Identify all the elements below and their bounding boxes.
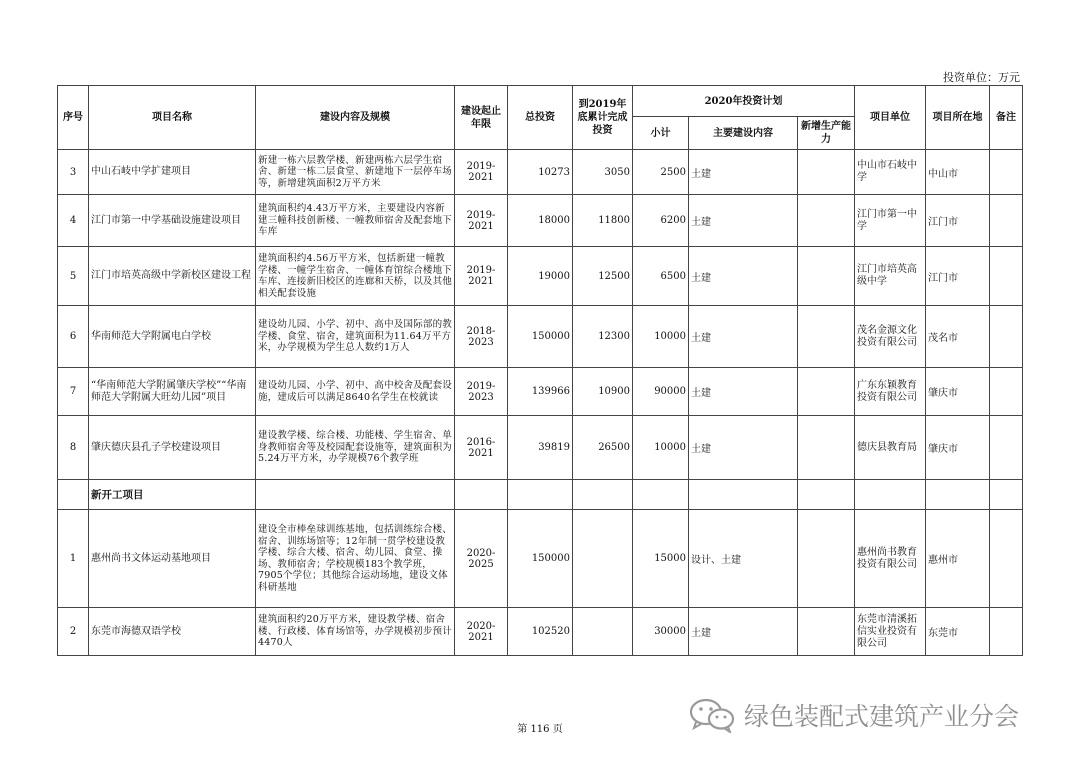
row-cumulative xyxy=(573,510,633,608)
row-subtotal: 2500 xyxy=(633,150,689,195)
row-content: 建筑面积约4.43万平方米，主要建设内容新建三幢科技创新楼、一幢教师宿舍及配套地下车库 xyxy=(256,195,455,247)
row-remark xyxy=(990,416,1023,480)
row-cumulative: 26500 xyxy=(573,416,633,480)
row-location: 东莞市 xyxy=(926,608,990,656)
row-location: 中山市 xyxy=(926,150,990,195)
row-content: 建设教学楼、综合楼、功能楼、学生宿舍、单身教师宿舍等及校园配套设施等，建筑面积为5.24万平方米，办学规模76个教学班 xyxy=(256,416,455,480)
header-project-name: 项目名称 xyxy=(89,86,256,150)
investment-unit-note: 投资单位：万元 xyxy=(943,71,1020,84)
table-row xyxy=(58,150,1023,195)
row-main-content: 土建 xyxy=(689,150,798,195)
row-project-unit: 广东东颖教育投资有限公司 xyxy=(855,368,926,416)
row-remark xyxy=(990,195,1023,247)
row-capacity xyxy=(798,247,855,306)
row-content: 建设全市棒垒球训练基地，包括训练综合楼、宿舍、训练场馆等；12年制一贯学校建设教学楼、综合大楼、宿舍、幼儿园、食堂、操场、教师宿舍；学校规模183个教学班，7905个学位；其他综合运动场地，建设文体科研基地 xyxy=(256,510,455,608)
row-index: 4 xyxy=(58,195,89,247)
header-remark: 备注 xyxy=(990,86,1023,150)
row-period: 2020-2025 xyxy=(455,510,508,608)
watermark-text: 绿色装配式建筑产业分会 xyxy=(744,702,1020,731)
row-total: 18000 xyxy=(508,195,573,247)
row-total: 19000 xyxy=(508,247,573,306)
row-project-name: 江门市培英高级中学新校区建设工程 xyxy=(89,247,256,306)
row-total: 39819 xyxy=(508,416,573,480)
table-row xyxy=(58,306,1023,368)
row-capacity xyxy=(798,510,855,608)
row-main-content: 设计、土建 xyxy=(689,510,798,608)
row-project-unit: 茂名金源文化投资有限公司 xyxy=(855,306,926,368)
row-main-content: 土建 xyxy=(689,247,798,306)
row-project-unit: 江门市第一中学 xyxy=(855,195,926,247)
row-content: 建筑面积约4.56万平方米，包括新建一幢教学楼、一幢学生宿舍、一幢体育馆综合楼地下车库、连接新旧校区的连廊和天桥，以及其他相关配套设施 xyxy=(256,247,455,306)
row-capacity xyxy=(798,150,855,195)
row-cumulative: 11800 xyxy=(573,195,633,247)
row-project-name: 东莞市海德双语学校 xyxy=(89,608,256,656)
header-capacity: 新增生产能力 xyxy=(798,117,855,150)
investment-plan-table xyxy=(57,85,1023,656)
row-cumulative: 10900 xyxy=(573,368,633,416)
row-period: 2019-2023 xyxy=(455,368,508,416)
row-period: 2019-2021 xyxy=(455,247,508,306)
section-title: 新开工项目 xyxy=(89,480,256,510)
table-row xyxy=(58,510,1023,608)
row-location: 江门市 xyxy=(926,195,990,247)
row-cumulative: 12300 xyxy=(573,306,633,368)
row-location: 肇庆市 xyxy=(926,416,990,480)
row-project-unit: 江门市培英高级中学 xyxy=(855,247,926,306)
row-index: 2 xyxy=(58,608,89,656)
wechat-icon xyxy=(688,697,736,733)
row-remark xyxy=(990,510,1023,608)
row-main-content: 土建 xyxy=(689,368,798,416)
row-subtotal: 10000 xyxy=(633,416,689,480)
row-index: 1 xyxy=(58,510,89,608)
row-project-name: 肇庆德庆县孔子学校建设项目 xyxy=(89,416,256,480)
row-period: 2019-2021 xyxy=(455,150,508,195)
row-index: 6 xyxy=(58,306,89,368)
row-total: 139966 xyxy=(508,368,573,416)
row-subtotal: 15000 xyxy=(633,510,689,608)
row-index: 8 xyxy=(58,416,89,480)
row-location: 江门市 xyxy=(926,247,990,306)
row-cumulative xyxy=(573,608,633,656)
row-period: 2018-2023 xyxy=(455,306,508,368)
row-capacity xyxy=(798,368,855,416)
header-plan-2020: 2020年投资计划 xyxy=(633,86,855,117)
row-cumulative: 12500 xyxy=(573,247,633,306)
row-index: 3 xyxy=(58,150,89,195)
row-location: 肇庆市 xyxy=(926,368,990,416)
row-index: 7 xyxy=(58,368,89,416)
row-main-content: 土建 xyxy=(689,608,798,656)
header-total-investment: 总投资 xyxy=(508,86,573,150)
row-main-content: 土建 xyxy=(689,306,798,368)
row-total: 102520 xyxy=(508,608,573,656)
row-subtotal: 90000 xyxy=(633,368,689,416)
row-index: 5 xyxy=(58,247,89,306)
row-total: 10273 xyxy=(508,150,573,195)
row-project-unit: 德庆县教育局 xyxy=(855,416,926,480)
row-subtotal: 30000 xyxy=(633,608,689,656)
section-row xyxy=(58,480,1023,510)
row-period: 2019-2021 xyxy=(455,195,508,247)
row-location: 惠州市 xyxy=(926,510,990,608)
row-remark xyxy=(990,247,1023,306)
row-total: 150000 xyxy=(508,510,573,608)
table-row xyxy=(58,416,1023,480)
row-subtotal: 10000 xyxy=(633,306,689,368)
row-location: 茂名市 xyxy=(926,306,990,368)
row-total: 150000 xyxy=(508,306,573,368)
header-index: 序号 xyxy=(58,86,89,150)
row-capacity xyxy=(798,306,855,368)
row-content: 建设幼儿园、小学、初中、高中及国际部的教学楼、食堂、宿舍，建筑面积为11.64万平方米，办学规模为学生总人数约1万人 xyxy=(256,306,455,368)
page-number: 第 116 页 xyxy=(517,724,563,735)
header-subtotal: 小计 xyxy=(633,117,689,150)
table-row xyxy=(58,247,1023,306)
row-project-unit: 中山市石岐中学 xyxy=(855,150,926,195)
row-remark xyxy=(990,150,1023,195)
row-project-name: 中山石岐中学扩建项目 xyxy=(89,150,256,195)
row-project-name: 江门市第一中学基础设施建设项目 xyxy=(89,195,256,247)
row-project-unit: 东莞市清溪拓信实业投资有限公司 xyxy=(855,608,926,656)
table-row xyxy=(58,608,1023,656)
header-location: 项目所在地 xyxy=(926,86,990,150)
row-project-unit: 惠州尚书教育投资有限公司 xyxy=(855,510,926,608)
header-period: 建设起止年限 xyxy=(455,86,508,150)
row-capacity xyxy=(798,608,855,656)
row-project-name: “华南师范大学附属肇庆学校”“华南师范大学附属大旺幼儿园”项目 xyxy=(89,368,256,416)
header-project-unit: 项目单位 xyxy=(855,86,926,150)
wechat-watermark xyxy=(688,697,1019,733)
row-capacity xyxy=(798,195,855,247)
row-project-name: 华南师范大学附属电白学校 xyxy=(89,306,256,368)
row-project-name: 惠州尚书文体运动基地项目 xyxy=(89,510,256,608)
header-content-scale: 建设内容及规模 xyxy=(256,86,455,150)
row-subtotal: 6500 xyxy=(633,247,689,306)
header-main-content: 主要建设内容 xyxy=(689,117,798,150)
row-content: 建筑面积约20万平方米，建设教学楼、宿舍楼、行政楼、体育场馆等，办学规模初步预计4470人 xyxy=(256,608,455,656)
header-cumulative-investment: 到2019年底累计完成投资 xyxy=(573,86,633,150)
table-row xyxy=(58,368,1023,416)
row-subtotal: 6200 xyxy=(633,195,689,247)
row-remark xyxy=(990,368,1023,416)
row-period: 2020-2021 xyxy=(455,608,508,656)
row-remark xyxy=(990,306,1023,368)
row-content: 新建一栋六层教学楼、新建两栋六层学生宿舍、新建一栋二层食堂、新建地下一层停车场等，新增建筑面积2万平方米 xyxy=(256,150,455,195)
row-period: 2016-2021 xyxy=(455,416,508,480)
row-remark xyxy=(990,608,1023,656)
row-main-content: 土建 xyxy=(689,195,798,247)
row-capacity xyxy=(798,416,855,480)
row-cumulative: 3050 xyxy=(573,150,633,195)
row-content: 建设幼儿园、小学、初中、高中校舍及配套设施，建成后可以满足8640名学生在校就读 xyxy=(256,368,455,416)
table-row xyxy=(58,195,1023,247)
row-main-content: 土建 xyxy=(689,416,798,480)
